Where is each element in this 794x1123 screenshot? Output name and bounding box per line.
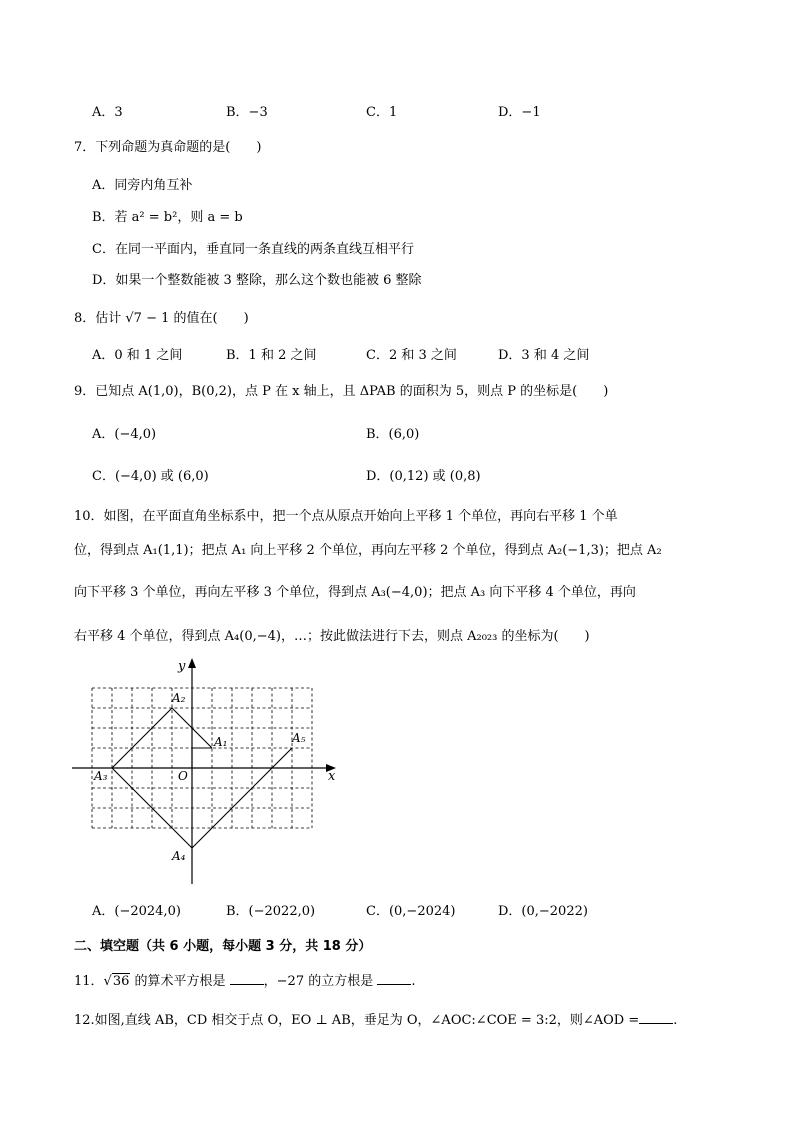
path-polyline-2 xyxy=(112,708,292,848)
q10-line-3: 向下平移 3 个单位，再向左平移 3 个单位，得到点 A₃(−4,0)；把点 A₃ 向下平移 4 个单位，再向 xyxy=(74,585,636,600)
q8-stem: 8．估计 √7 − 1 的值在( ) xyxy=(74,311,249,326)
q6-option-a: A．3 xyxy=(92,105,123,120)
q10-line-4: 右平移 4 个单位，得到点 A₄(0,−4)，…；按此做法进行下去，则点 A₂₀₂₃ 的坐标为( ) xyxy=(74,629,590,644)
q12 xyxy=(74,1011,677,1030)
q8-option-b: B．1 和 2 之间 xyxy=(226,348,317,363)
q10-coordinate-figure xyxy=(66,654,356,894)
q11-mid2: ，−27 的立方根是 xyxy=(263,974,378,989)
q11-mid: 的算术平方根是 xyxy=(130,974,230,989)
q6-option-b: B．−3 xyxy=(226,105,268,120)
q10-option-a: A．(−2024,0) xyxy=(92,904,181,919)
section-heading: 二、填空题（共 6 小题，每小题 3 分，共 18 分） xyxy=(74,939,372,954)
q12-end: . xyxy=(673,1013,678,1028)
q6-option-d: D．−1 xyxy=(498,105,541,120)
label-a3: A₃ xyxy=(94,769,108,783)
q7-stem: 7．下列命题为真命题的是( ) xyxy=(74,140,262,155)
path-polyline xyxy=(192,748,212,768)
q12-text: 12.如图,直线 AB，CD 相交于点 O，EO ⊥ AB，垂足为 O，∠AOC:∠COE = 3:2，则∠AOD = xyxy=(74,1013,640,1028)
origin-label: O xyxy=(178,769,188,783)
q11-blank-1[interactable] xyxy=(230,972,264,985)
label-a2: A₂ xyxy=(172,691,186,705)
q7-option-b: B．若 a² = b²，则 a = b xyxy=(92,210,243,225)
q9-option-c: C．(−4,0) 或 (6,0) xyxy=(92,469,209,484)
q9-stem: 9．已知点 A(1,0)，B(0,2)，点 P 在 x 轴上，且 ΔPAB 的面积为 5，则点 P 的坐标是( ) xyxy=(74,384,609,399)
q8-option-a: A．0 和 1 之间 xyxy=(92,348,183,363)
q10-line-2: 位，得到点 A₁(1,1)；把点 A₁ 向上平移 2 个单位，再向左平移 2 个单位，得到点 A₂(−1,3)；把点 A₂ xyxy=(74,543,662,558)
label-a4: A₄ xyxy=(172,849,186,863)
q10-option-d: D．(0,−2022) xyxy=(498,904,588,919)
q7-option-a: A．同旁内角互补 xyxy=(92,178,193,193)
q8-option-d: D．3 和 4 之间 xyxy=(498,348,590,363)
q11-blank-2[interactable] xyxy=(377,972,411,985)
q10-option-c: C．(0,−2024) xyxy=(366,904,456,919)
q10-option-b: B．(−2022,0) xyxy=(226,904,316,919)
axis-label-x: x xyxy=(328,769,336,784)
q11-sqrt-value: 36 xyxy=(112,974,130,989)
q7-option-d: D．如果一个整数能被 3 整除，那么这个数也能被 6 整除 xyxy=(92,273,422,288)
q12-blank[interactable] xyxy=(639,1011,673,1024)
q7-option-c: C．在同一平面内，垂直同一条直线的两条直线互相平行 xyxy=(92,242,414,257)
q6-option-c: C．1 xyxy=(366,105,398,120)
axis-label-y: y xyxy=(178,659,186,674)
q9-option-b: B．(6,0) xyxy=(366,427,420,442)
grid xyxy=(92,688,312,828)
sqrt-symbol: √ xyxy=(103,974,112,989)
q11-prefix: 11． xyxy=(74,974,104,989)
q10-line-1: 10．如图，在平面直角坐标系中，把一个点从原点开始向上平移 1 个单位，再向右平移 1 个单 xyxy=(74,509,618,524)
q9-option-d: D．(0,12) 或 (0,8) xyxy=(366,469,481,484)
q11-end: . xyxy=(411,974,416,989)
q11 xyxy=(74,972,416,991)
label-a5: A₅ xyxy=(292,731,306,745)
q9-option-a: A．(−4,0) xyxy=(92,427,157,442)
y-axis-arrow xyxy=(188,658,196,668)
label-a1: A₁ xyxy=(214,735,228,749)
q8-option-c: C．2 和 3 之间 xyxy=(366,348,457,363)
